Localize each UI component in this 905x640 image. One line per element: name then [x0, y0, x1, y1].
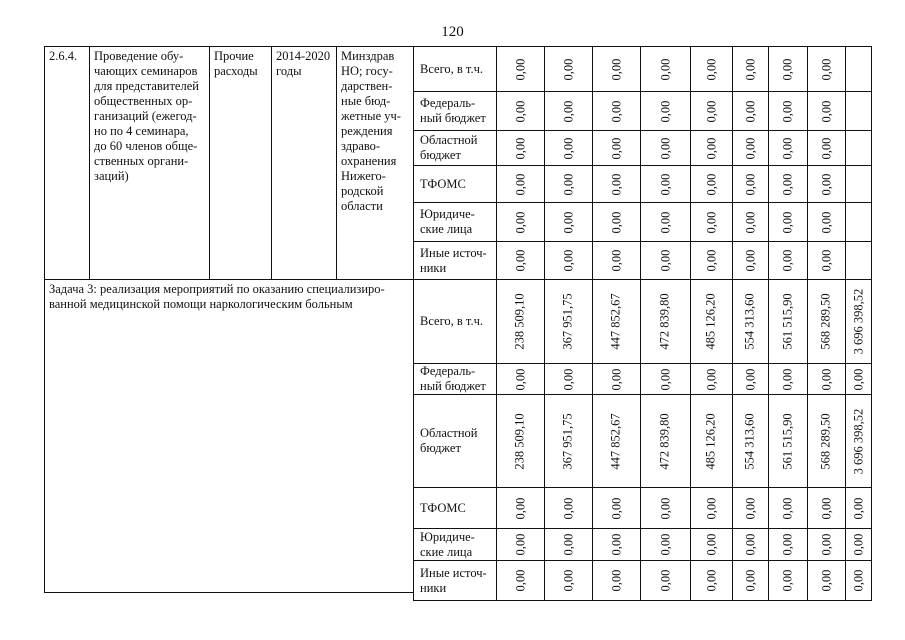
source-label: Всего, в т.ч. [413, 46, 496, 91]
value-text: 0,00 [561, 249, 575, 272]
value-cell [768, 241, 807, 279]
value-cell [592, 165, 640, 202]
value-cell [732, 241, 768, 279]
value-text: 0,00 [819, 368, 833, 390]
source-label: Юридиче- ские лица [413, 528, 496, 560]
value-cell [845, 241, 872, 279]
value-text: 0,00 [609, 211, 623, 233]
value-text: 367 951,75 [561, 412, 575, 470]
funding-table [44, 46, 872, 593]
value-cell [592, 130, 640, 165]
value-text: 554 313,60 [743, 412, 757, 470]
value-cell [732, 165, 768, 202]
value-text: 0,00 [609, 497, 623, 519]
source-label: Федераль- ный бюджет [413, 91, 496, 130]
value-cell [592, 528, 640, 560]
value-cell [544, 46, 592, 91]
value-cell [845, 46, 872, 91]
value-cell [640, 279, 690, 363]
value-cell [496, 202, 544, 241]
value-text: 0,00 [609, 368, 623, 390]
value-text: 561 515,90 [780, 293, 795, 350]
value-cell [768, 363, 807, 394]
value-text: 0,00 [819, 569, 833, 592]
value-text: 0,00 [704, 211, 718, 233]
source-label: Федераль- ный бюджет [413, 363, 496, 394]
value-cell [807, 241, 845, 279]
measure-code: 2.6.4. [44, 46, 89, 279]
value-text: 0,00 [780, 58, 795, 80]
value-text: 0,00 [513, 249, 527, 272]
value-cell [496, 528, 544, 560]
value-text: 568 289,50 [819, 412, 833, 470]
value-cell [592, 202, 640, 241]
value-cell [768, 560, 807, 601]
value-text: 0,00 [743, 569, 757, 592]
value-cell [845, 363, 872, 394]
value-text: 3 696 398,52 [851, 408, 865, 474]
value-cell [496, 46, 544, 91]
value-cell [690, 528, 732, 560]
value-text: 0,00 [561, 368, 575, 390]
source-label: Областной бюджет [413, 130, 496, 165]
value-cell [592, 46, 640, 91]
source-label: ТФОМС [413, 487, 496, 528]
value-cell [732, 363, 768, 394]
value-cell [690, 46, 732, 91]
value-text: 0,00 [609, 533, 623, 556]
value-cell [768, 279, 807, 363]
value-text: 0,00 [658, 497, 672, 519]
value-cell [768, 165, 807, 202]
value-text: 0,00 [819, 58, 833, 80]
value-text: 0,00 [743, 58, 757, 80]
value-text: 0,00 [658, 368, 672, 390]
value-text: 0,00 [704, 368, 718, 390]
value-cell [690, 130, 732, 165]
value-cell [544, 91, 592, 130]
value-cell [592, 91, 640, 130]
value-text: 0,00 [780, 137, 795, 159]
value-cell [732, 528, 768, 560]
value-cell [807, 394, 845, 487]
value-text: 0,00 [704, 100, 718, 122]
value-cell [544, 560, 592, 601]
value-cell [807, 202, 845, 241]
value-text: 472 839,80 [658, 293, 672, 350]
value-cell [592, 241, 640, 279]
value-text: 0,00 [819, 497, 833, 519]
value-cell [640, 487, 690, 528]
value-cell [732, 487, 768, 528]
value-cell [690, 487, 732, 528]
value-cell [807, 487, 845, 528]
value-cell [592, 394, 640, 487]
value-text: 554 313,60 [743, 293, 757, 350]
value-text: 0,00 [561, 533, 575, 556]
value-text: 367 951,75 [561, 293, 575, 350]
value-text: 0,00 [743, 100, 757, 122]
value-text: 0,00 [819, 137, 833, 159]
value-text: 0,00 [561, 211, 575, 233]
value-cell [807, 46, 845, 91]
value-cell [592, 279, 640, 363]
value-text: 0,00 [780, 569, 795, 592]
value-text: 0,00 [658, 533, 672, 556]
value-cell [544, 165, 592, 202]
value-cell [496, 165, 544, 202]
value-text: 0,00 [780, 368, 795, 390]
value-text: 0,00 [743, 137, 757, 159]
value-text: 0,00 [513, 211, 527, 233]
value-text: 0,00 [704, 58, 718, 80]
value-cell [496, 363, 544, 394]
value-text: 0,00 [780, 497, 795, 519]
value-text: 0,00 [513, 569, 527, 592]
value-text: 568 289,50 [819, 293, 833, 350]
value-text: 0,00 [743, 497, 757, 519]
source-label: Иные источ- ники [413, 560, 496, 601]
value-text: 0,00 [609, 100, 623, 122]
value-cell [845, 165, 872, 202]
value-text: 0,00 [704, 173, 718, 195]
value-text: 0,00 [743, 533, 757, 556]
value-cell [640, 130, 690, 165]
value-cell [544, 202, 592, 241]
value-text: 0,00 [513, 137, 527, 159]
value-cell [640, 363, 690, 394]
value-cell [768, 91, 807, 130]
value-cell [544, 363, 592, 394]
page-number: 120 [441, 24, 464, 40]
value-cell [544, 279, 592, 363]
value-cell [690, 165, 732, 202]
value-text: 0,00 [704, 533, 718, 556]
value-cell [496, 487, 544, 528]
value-cell [690, 560, 732, 601]
value-cell [807, 165, 845, 202]
value-cell [732, 202, 768, 241]
source-label: Иные источ- ники [413, 241, 496, 279]
value-cell [768, 130, 807, 165]
value-text: 3 696 398,52 [851, 288, 865, 355]
value-text: 0,00 [609, 58, 623, 80]
value-cell [544, 487, 592, 528]
value-cell [690, 241, 732, 279]
value-cell [690, 363, 732, 394]
value-text: 0,00 [513, 533, 527, 556]
value-text: 561 515,90 [780, 412, 795, 470]
value-cell [640, 241, 690, 279]
value-text: 0,00 [658, 211, 672, 233]
value-cell [640, 91, 690, 130]
value-cell [845, 560, 872, 601]
value-cell [768, 528, 807, 560]
value-text: 238 509,10 [513, 412, 527, 470]
value-cell [807, 279, 845, 363]
value-cell [845, 130, 872, 165]
value-text: 0,00 [561, 569, 575, 592]
value-cell [690, 91, 732, 130]
value-cell [732, 560, 768, 601]
value-text: 0,00 [819, 100, 833, 122]
value-cell [807, 363, 845, 394]
value-text: 0,00 [609, 249, 623, 272]
value-text: 0,00 [851, 497, 865, 519]
value-text: 0,00 [780, 173, 795, 195]
value-cell [732, 130, 768, 165]
value-text: 0,00 [704, 497, 718, 519]
value-text: 0,00 [658, 58, 672, 80]
value-text: 472 839,80 [658, 412, 672, 470]
value-text: 0,00 [851, 533, 865, 556]
value-cell [544, 241, 592, 279]
value-cell [768, 394, 807, 487]
value-cell [845, 279, 872, 363]
value-text: 0,00 [513, 368, 527, 390]
value-text: 447 852,67 [609, 412, 623, 470]
value-cell [732, 394, 768, 487]
value-cell [807, 91, 845, 130]
value-cell [592, 487, 640, 528]
value-cell [845, 487, 872, 528]
value-text: 0,00 [704, 569, 718, 592]
value-cell [496, 91, 544, 130]
value-text: 0,00 [743, 211, 757, 233]
value-text: 0,00 [658, 100, 672, 122]
task-3-description: Задача 3: реализация мероприятий по оказанию специализиро- ванной медицинской помощи наркологическим больным [44, 279, 413, 593]
value-text: 0,00 [658, 569, 672, 592]
value-text: 0,00 [561, 173, 575, 195]
value-cell [732, 46, 768, 91]
value-text: 0,00 [513, 497, 527, 519]
value-text: 485 126,20 [704, 293, 718, 350]
value-cell [496, 394, 544, 487]
value-cell [496, 279, 544, 363]
value-text: 0,00 [513, 100, 527, 122]
value-cell [640, 528, 690, 560]
value-text: 0,00 [609, 137, 623, 159]
value-cell [768, 202, 807, 241]
value-cell [544, 394, 592, 487]
value-cell [690, 394, 732, 487]
value-text: 0,00 [851, 368, 865, 390]
value-text: 0,00 [819, 211, 833, 233]
source-label: ТФОМС [413, 165, 496, 202]
value-cell [640, 202, 690, 241]
value-text: 0,00 [561, 58, 575, 80]
value-text: 0,00 [609, 173, 623, 195]
value-text: 0,00 [609, 569, 623, 592]
value-text: 0,00 [561, 497, 575, 519]
value-cell [845, 202, 872, 241]
value-cell [807, 528, 845, 560]
value-cell [768, 46, 807, 91]
value-cell [592, 363, 640, 394]
executor: Минздрав НО; госу- дарствен- ные бюд- жетные уч- реждения здраво- охранения Нижего- родской области [336, 46, 413, 279]
value-text: 238 509,10 [513, 293, 527, 350]
value-cell [690, 279, 732, 363]
value-text: 0,00 [743, 368, 757, 390]
value-cell [845, 528, 872, 560]
expense-type: Прочие расходы [209, 46, 271, 279]
value-text: 0,00 [704, 137, 718, 159]
value-cell [544, 528, 592, 560]
value-cell [768, 487, 807, 528]
value-text: 0,00 [780, 533, 795, 556]
value-text: 0,00 [851, 569, 865, 592]
value-text: 0,00 [658, 137, 672, 159]
value-text: 0,00 [513, 173, 527, 195]
value-text: 0,00 [743, 173, 757, 195]
value-text: 0,00 [819, 173, 833, 195]
source-label: Областной бюджет [413, 394, 496, 487]
value-text: 0,00 [513, 58, 527, 80]
value-cell [845, 91, 872, 130]
value-text: 0,00 [658, 173, 672, 195]
value-cell [732, 91, 768, 130]
value-cell [732, 279, 768, 363]
value-text: 0,00 [819, 249, 833, 272]
source-label: Юридиче- ские лица [413, 202, 496, 241]
value-cell [845, 394, 872, 487]
value-cell [640, 394, 690, 487]
measure-description: Проведение обу- чающих семинаров для представителей общественных ор- ганизаций (ежегод- но по 4 семинара, до 60 членов обще- ственных органи- заций) [89, 46, 209, 279]
value-cell [592, 560, 640, 601]
value-cell [544, 130, 592, 165]
value-cell [496, 130, 544, 165]
value-text: 0,00 [743, 249, 757, 272]
value-text: 0,00 [658, 249, 672, 272]
source-label: Всего, в т.ч. [413, 279, 496, 363]
value-cell [640, 165, 690, 202]
value-text: 0,00 [780, 249, 795, 272]
value-text: 447 852,67 [609, 293, 623, 350]
value-text: 0,00 [780, 211, 795, 233]
value-cell [807, 560, 845, 601]
value-cell [640, 560, 690, 601]
value-text: 0,00 [561, 100, 575, 122]
value-text: 0,00 [819, 533, 833, 556]
value-text: 0,00 [704, 249, 718, 272]
value-text: 0,00 [780, 100, 795, 122]
value-text: 0,00 [561, 137, 575, 159]
period: 2014-2020 годы [271, 46, 336, 279]
value-cell [496, 560, 544, 601]
value-cell [807, 130, 845, 165]
value-cell [690, 202, 732, 241]
value-text: 485 126,20 [704, 412, 718, 470]
value-cell [496, 241, 544, 279]
value-cell [640, 46, 690, 91]
